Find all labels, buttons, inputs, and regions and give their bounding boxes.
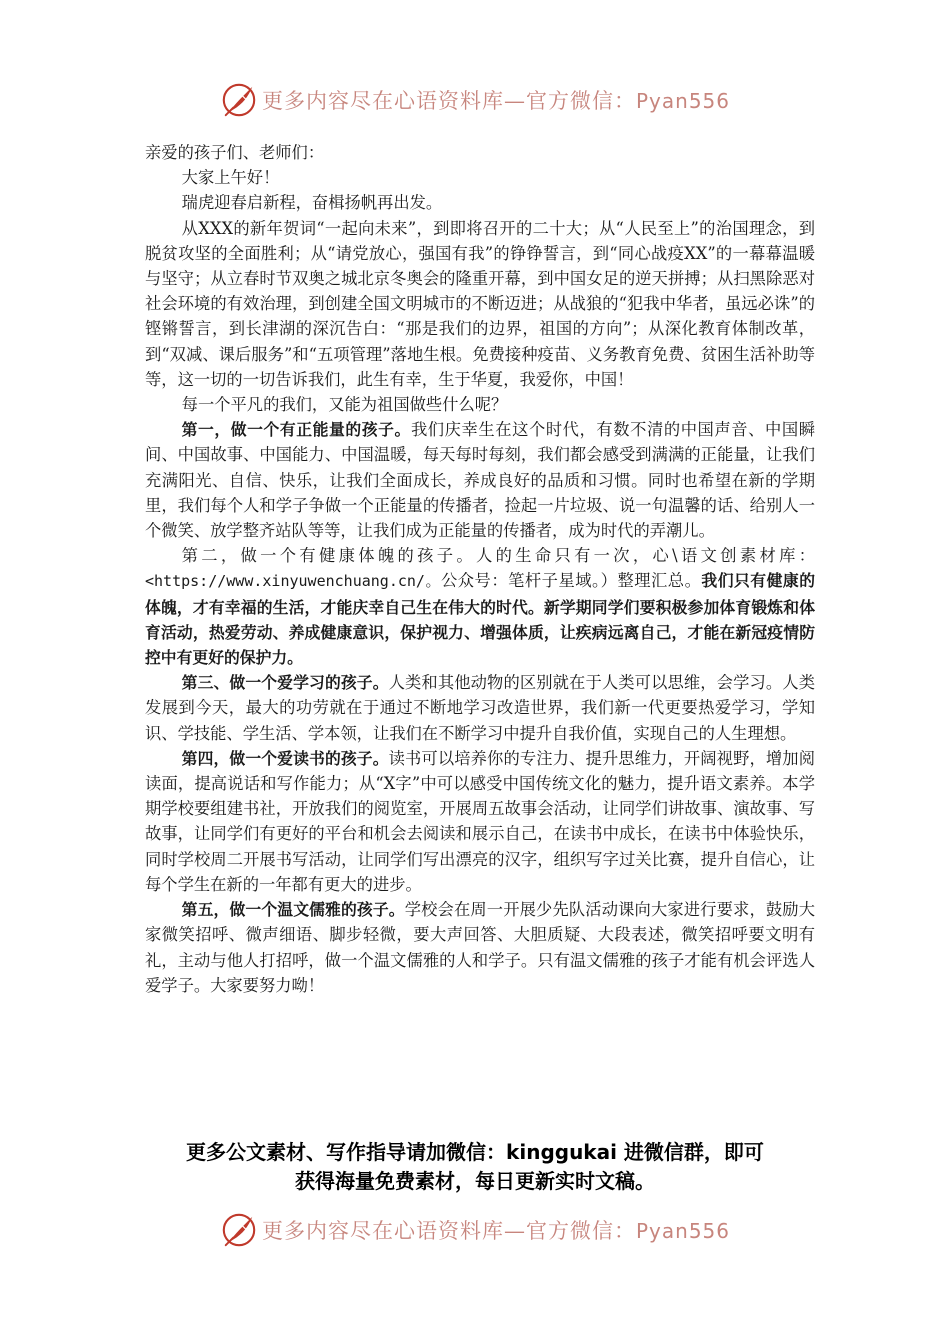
point-5 [145,897,815,998]
point-3-body: 人类和其他动物的区别就在于人类可以思维，会学习。人类发展到今天，最大的功劳就在于通过不断地学习改造世界，我们新一代更要热爱学习，学知识、学技能、学生活、学本领，让我们在不断学习中提升自我价值，实现自己的人生理想。 [145,673,815,743]
point-4-body: 读书可以培养你的专注力、提升思维力，开阔视野，增加阅读面，提高说话和写作能力；从“X字”中可以感受中国传统文化的魅力，提升语文素养。本学期学校要组建书社，开放我们的阅览室，开展周五故事会活动，让同学们讲故事、演故事、写故事，让同学们有更好的平台和机会去阅读和展示自己，在读书中成长，在读书中体验快乐，同时学校周二开展书写活动，让同学们写出漂亮的汉字，组织写字过关比赛，提升自信心，让每个学生在新的一年都有更大的进步。 [145,748,815,894]
footer-banner [0,1210,950,1250]
intro-line: 瑞虎迎春启新程，奋楫扬帆再出发。 [181,193,443,213]
header-wechat-id: Pyan556 [635,89,730,113]
promo-line-2: 获得海量免费素材，每日更新实时文稿。 [295,1169,655,1193]
point-4-title: 第四，做一个爱读书的孩子。 [181,748,389,768]
point-4 [145,746,815,897]
point-2-url: <https://www.xinyuwenchuang.cn/。 [145,572,441,591]
question-line: 每一个平凡的我们，又能为祖国做些什么呢？ [181,395,508,415]
promo-notice [120,1138,830,1196]
point-3-title: 第三、做一个爱学习的孩子。 [181,673,389,693]
point-5-title: 第五，做一个温文儒雅的孩子。 [181,900,405,920]
main-paragraph: 从XXX的新年贺词“一起向未来”，到即将召开的二十大；从“人民至上”的治国理念，到脱贫攻坚的全面胜利；从“请党放心，强国有我”的铮铮誓言，到“同心战疫XX”的一幕幕温暖与坚守；从立春时节双奥之城北京冬奥会的隆重开幕，到中国女足的逆天拼搏；从扫黑除恶对社会环境的有效治理，到创建全国文明城市的不断迈进；从战狼的“犯我中华者，虽远必诛”的铿锵誓言，到长津湖的深沉告白：“那是我们的边界，祖国的方向”；从深化教育体制改革，到“双减、课后服务”和“五项管理”落地生根。免费接种疫苗、义务教育免费、贫困生活补助等等，这一切的一切告诉我们，此生有幸，生于华夏，我爱你，中国！ [145,218,815,389]
salutation: 亲爱的孩子们、老师们： [145,143,325,162]
point-2-source: 公众号：笔杆子星域。）整理汇总。 [440,571,702,591]
header-banner-text: 更多内容尽在心语资料库—官方微信：Pyan556 [261,89,730,113]
point-1-body: 我们庆幸生在这个时代，有数不清的中国声音、中国瞬间、中国故事、中国能力、中国温暖，每天每时每刻，我们都会感受到满满的正能量，让我们充满阳光、自信、快乐，让我们全面成长，养成良好的品质和习惯。同时也希望在新的学期里，我们每个人和学子争做一个正能量的传播者，捡起一片垃圾、说一句温馨的话、给别人一个微笑、放学整齐站队等等，让我们成为正能量的传播者，成为时代的弄潮儿。 [145,420,815,541]
point-2-title: 第二，做一个有健康体魄的孩子。人的生命只有一次，心\语文创素材库： [181,546,815,566]
point-1-title: 第一，做一个有正能量的孩子。 [181,420,411,440]
footer-wechat-id: Pyan556 [635,1219,730,1243]
point-2 [145,543,815,670]
greeting: 大家上午好！ [181,168,280,188]
point-2-body: 我们只有健康的体魄，才有幸福的生活，才能庆幸自己生在伟大的时代。新学期同学们要积极参加体育锻炼和体育活动，热爱劳动、养成健康意识，保护视力、增强体质，让疾病远离自己，才能在新冠疫情防控中有更好的保护力。 [145,571,815,668]
point-3 [145,670,815,746]
quill-logo-icon [220,81,258,119]
letter-body [145,140,815,998]
footer-banner-text: 更多内容尽在心语资料库—官方微信：Pyan556 [261,1219,730,1243]
promo-line-1: 更多公文素材、写作指导请加微信：kinggukai 进微信群，即可 [186,1140,764,1164]
quill-logo-icon [220,1211,258,1249]
header-banner [0,80,950,120]
point-1 [145,417,815,543]
point-5-body: 学校会在周一开展少先队活动课向大家进行要求，鼓励大家微笑招呼、微声细语、脚步轻微，要大声回答、大胆质疑、大段表述，微笑招呼要文明有礼，主动与他人打招呼，做一个温文儒雅的人和学子。只有温文儒雅的孩子才能有机会评选人爱学子。大家要努力呦！ [145,900,815,995]
